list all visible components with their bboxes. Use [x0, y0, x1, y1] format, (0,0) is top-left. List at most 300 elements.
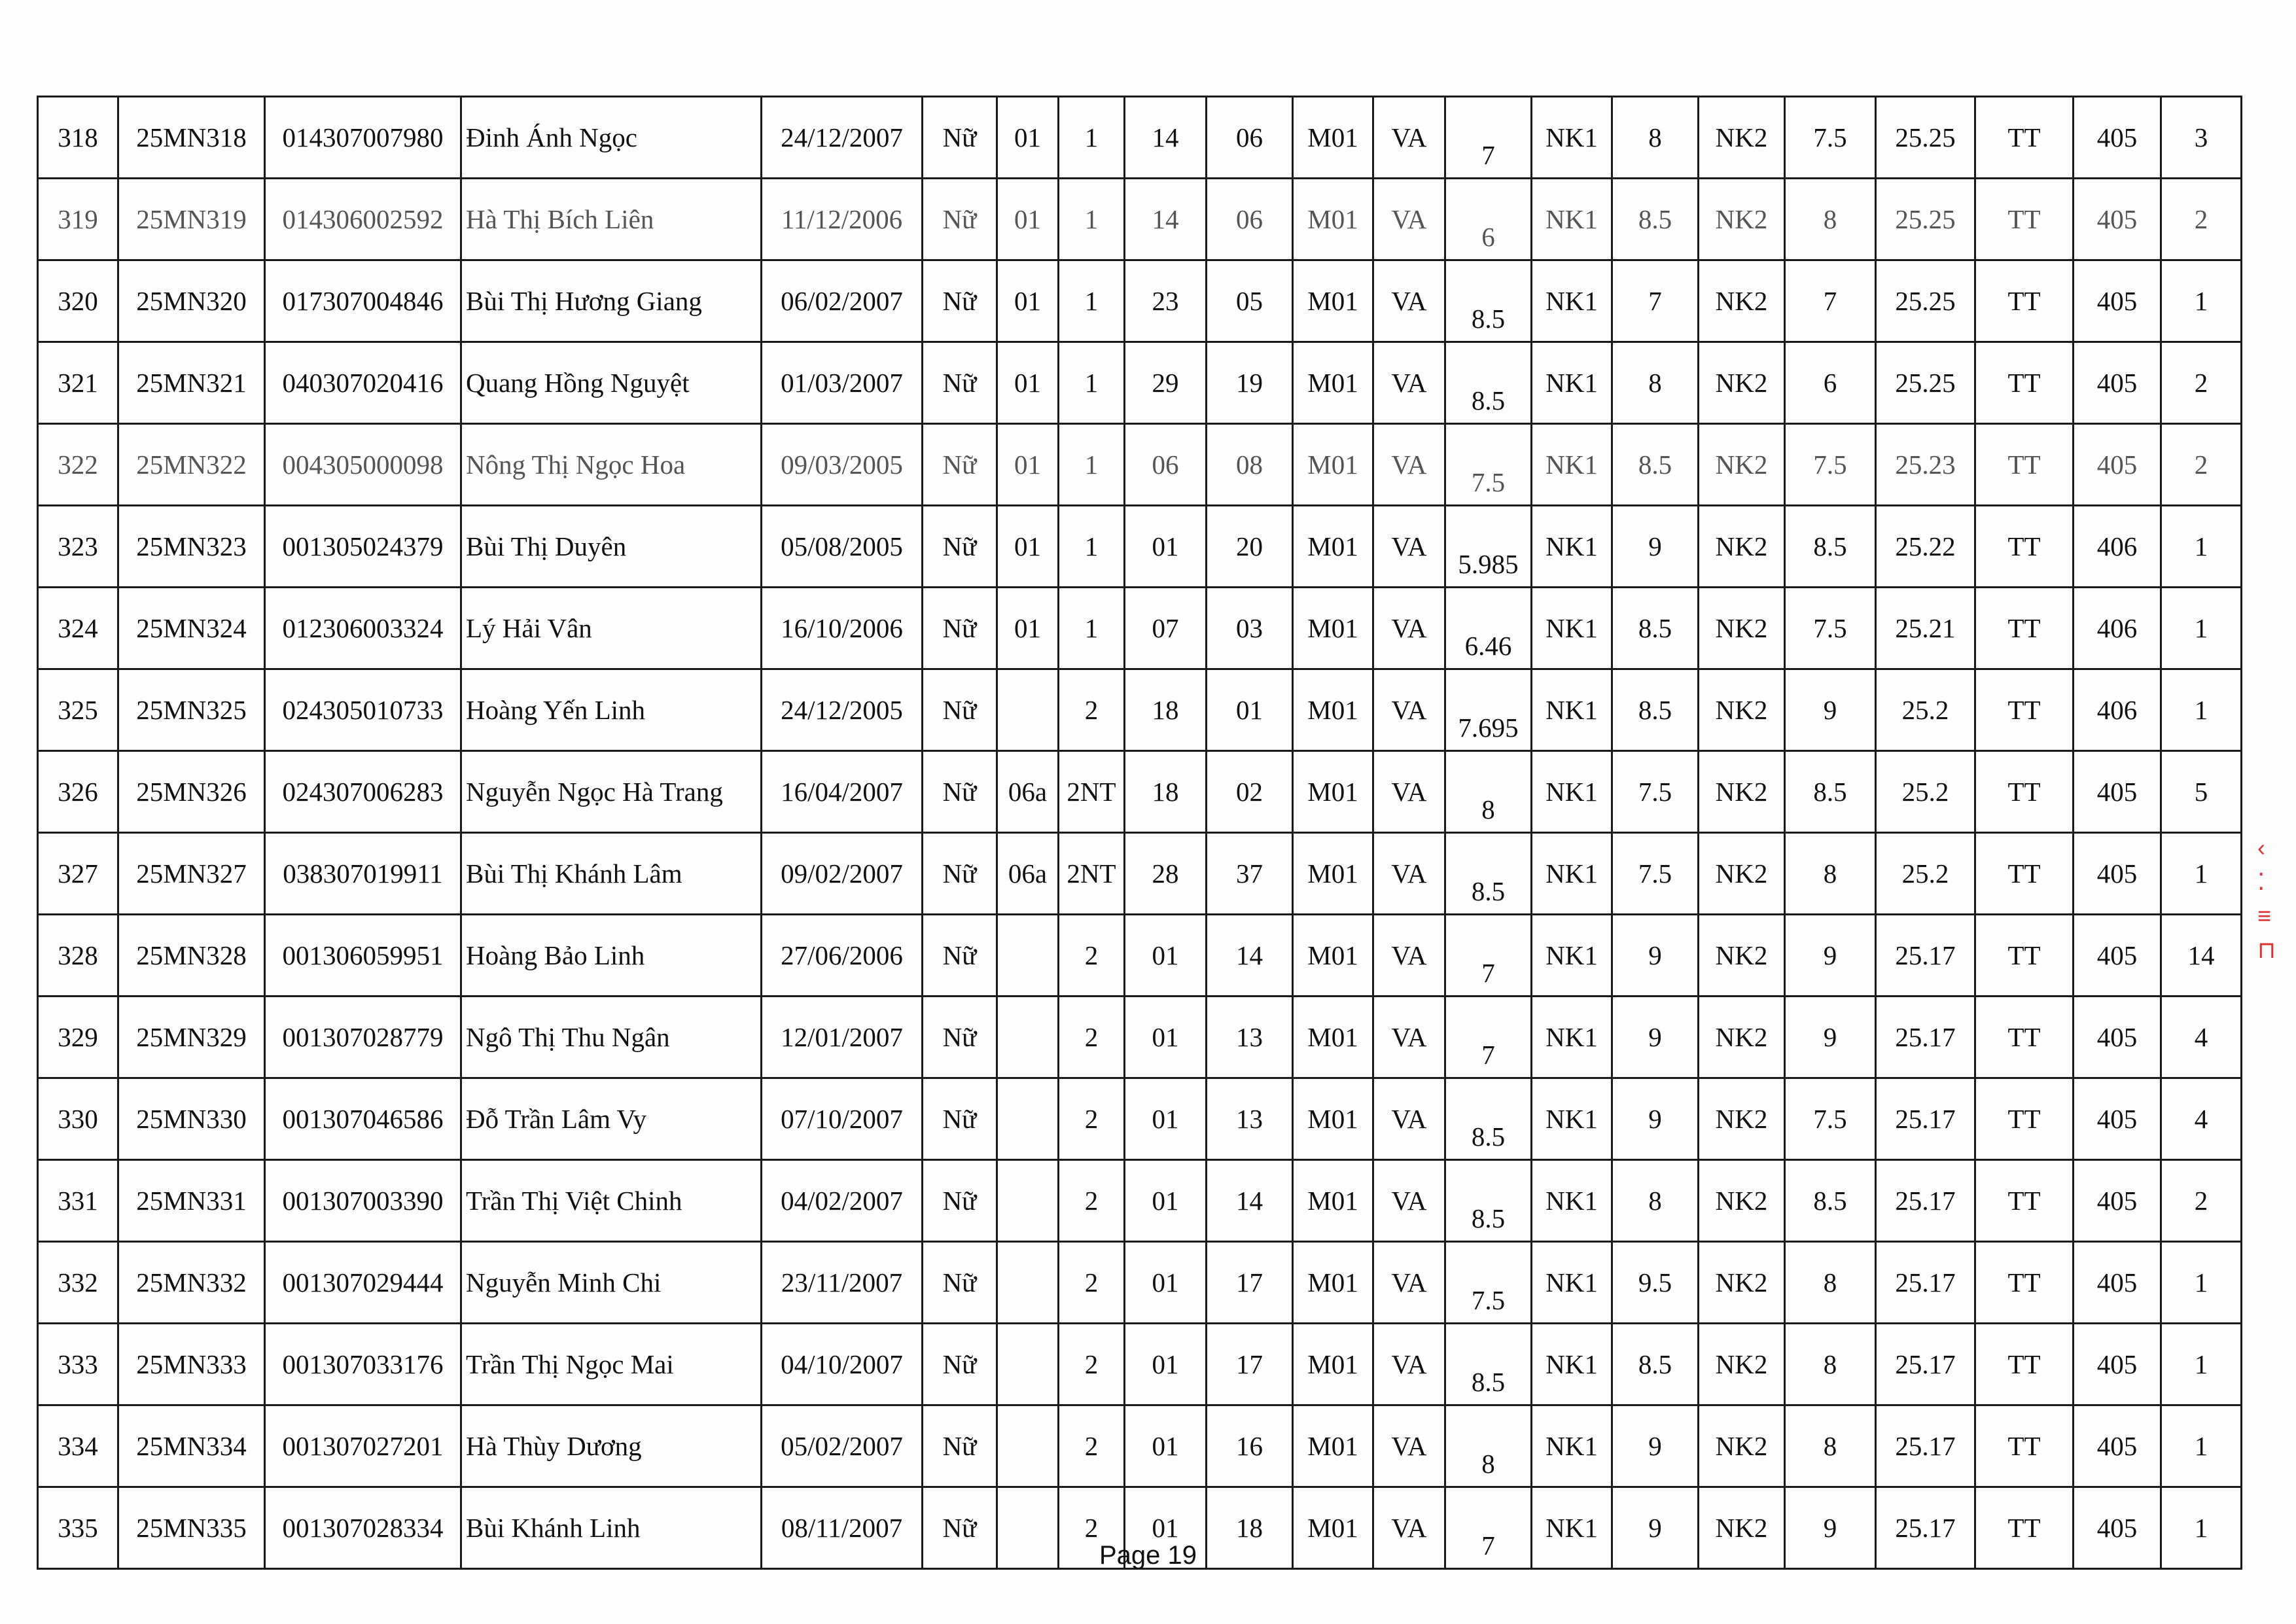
cell-birth-date: 04/02/2007	[762, 1160, 923, 1242]
cell-subject2-score: 8.5	[1612, 588, 1699, 669]
cell-subject1-code: VA	[1373, 588, 1445, 669]
cell-priority-object	[997, 1160, 1059, 1242]
cell-candidate-code: 25MN321	[118, 342, 265, 424]
cell-subject3-code: NK2	[1699, 1160, 1785, 1242]
table-row	[38, 179, 2242, 260]
cell-subject1-score: 7.5	[1445, 1242, 1532, 1324]
cell-subject3-score: 6	[1785, 342, 1876, 424]
cell-priority-area: 2	[1059, 915, 1125, 997]
cell-gender: Nữ	[923, 588, 997, 669]
cell-subject1-score: 8.5	[1445, 833, 1532, 915]
cell-subject2-code: NK1	[1532, 1242, 1612, 1324]
cell-subject2-code: NK1	[1532, 506, 1612, 588]
cell-gender: Nữ	[923, 179, 997, 260]
cell-subject3-score: 8	[1785, 1405, 1876, 1487]
cell-subject2-code: NK1	[1532, 97, 1612, 179]
cell-subject3-code: NK2	[1699, 588, 1785, 669]
cell-full-name: Trần Thị Việt Chinh	[461, 1160, 762, 1242]
cell-major-code: 405	[2074, 1160, 2161, 1242]
cell-total-score: 25.17	[1876, 1160, 1975, 1242]
cell-status: TT	[1975, 833, 2074, 915]
cell-subject3-code: NK2	[1699, 260, 1785, 342]
table-row	[38, 588, 2242, 669]
cell-id-number: 040307020416	[265, 342, 461, 424]
cell-priority-object: 01	[997, 424, 1059, 506]
cell-birth-date: 01/03/2007	[762, 342, 923, 424]
cell-priority-area: 2	[1059, 1324, 1125, 1405]
red-handwritten-mark: ‹ ⁚ ≡ ⊓	[2257, 834, 2276, 963]
cell-id-number: 014307007980	[265, 97, 461, 179]
cell-status: TT	[1975, 1487, 2074, 1569]
cell-subject2-score: 9	[1612, 915, 1699, 997]
cell-status: TT	[1975, 588, 2074, 669]
table-row	[38, 260, 2242, 342]
cell-priority-object: 01	[997, 179, 1059, 260]
cell-total-score: 25.2	[1876, 833, 1975, 915]
cell-stt: 328	[38, 915, 118, 997]
cell-id-number: 024305010733	[265, 669, 461, 751]
cell-subject1-code: VA	[1373, 1405, 1445, 1487]
cell-subject3-score: 9	[1785, 915, 1876, 997]
cell-subject2-code: NK1	[1532, 833, 1612, 915]
cell-status: TT	[1975, 1405, 2074, 1487]
cell-full-name: Bùi Thị Khánh Lâm	[461, 833, 762, 915]
cell-school-code: 13	[1207, 997, 1293, 1078]
cell-status: TT	[1975, 669, 2074, 751]
cell-major-code: 405	[2074, 1405, 2161, 1487]
cell-id-number: 001307033176	[265, 1324, 461, 1405]
cell-status: TT	[1975, 506, 2074, 588]
cell-stt: 329	[38, 997, 118, 1078]
cell-birth-date: 05/02/2007	[762, 1405, 923, 1487]
cell-stt: 330	[38, 1078, 118, 1160]
cell-major-code: 406	[2074, 506, 2161, 588]
cell-province-code: 01	[1125, 997, 1207, 1078]
cell-priority-object	[997, 1324, 1059, 1405]
cell-subject1-code: VA	[1373, 97, 1445, 179]
cell-gender: Nữ	[923, 342, 997, 424]
cell-candidate-code: 25MN332	[118, 1242, 265, 1324]
cell-subject3-code: NK2	[1699, 751, 1785, 833]
cell-subject1-code: VA	[1373, 179, 1445, 260]
cell-subject-combo: M01	[1293, 1405, 1373, 1487]
cell-wish-order: 1	[2161, 260, 2242, 342]
cell-priority-object: 01	[997, 342, 1059, 424]
cell-birth-date: 05/08/2005	[762, 506, 923, 588]
cell-subject3-code: NK2	[1699, 833, 1785, 915]
cell-priority-area: 2	[1059, 997, 1125, 1078]
cell-priority-area: 2	[1059, 669, 1125, 751]
cell-subject1-score: 7	[1445, 1487, 1532, 1569]
cell-priority-object: 06a	[997, 833, 1059, 915]
cell-subject1-code: VA	[1373, 506, 1445, 588]
cell-birth-date: 16/10/2006	[762, 588, 923, 669]
cell-subject1-code: VA	[1373, 424, 1445, 506]
cell-birth-date: 09/02/2007	[762, 833, 923, 915]
cell-birth-date: 24/12/2007	[762, 97, 923, 179]
cell-subject-combo: M01	[1293, 915, 1373, 997]
cell-subject1-score: 5.985	[1445, 506, 1532, 588]
cell-major-code: 405	[2074, 342, 2161, 424]
cell-full-name: Ngô Thị Thu Ngân	[461, 997, 762, 1078]
cell-status: TT	[1975, 1324, 2074, 1405]
cell-subject3-score: 8.5	[1785, 751, 1876, 833]
cell-gender: Nữ	[923, 506, 997, 588]
cell-subject-combo: M01	[1293, 1324, 1373, 1405]
cell-subject2-score: 7.5	[1612, 833, 1699, 915]
cell-candidate-code: 25MN318	[118, 97, 265, 179]
cell-birth-date: 27/06/2006	[762, 915, 923, 997]
cell-stt: 324	[38, 588, 118, 669]
cell-subject3-code: NK2	[1699, 1324, 1785, 1405]
cell-full-name: Bùi Khánh Linh	[461, 1487, 762, 1569]
cell-subject2-score: 8	[1612, 342, 1699, 424]
cell-subject-combo: M01	[1293, 260, 1373, 342]
cell-gender: Nữ	[923, 1160, 997, 1242]
cell-school-code: 02	[1207, 751, 1293, 833]
cell-birth-date: 08/11/2007	[762, 1487, 923, 1569]
cell-birth-date: 09/03/2005	[762, 424, 923, 506]
cell-birth-date: 12/01/2007	[762, 997, 923, 1078]
cell-school-code: 18	[1207, 1487, 1293, 1569]
cell-major-code: 405	[2074, 1324, 2161, 1405]
cell-subject3-score: 7	[1785, 260, 1876, 342]
cell-subject-combo: M01	[1293, 506, 1373, 588]
cell-wish-order: 1	[2161, 833, 2242, 915]
cell-total-score: 25.25	[1876, 179, 1975, 260]
cell-total-score: 25.17	[1876, 1242, 1975, 1324]
cell-status: TT	[1975, 1160, 2074, 1242]
cell-school-code: 17	[1207, 1242, 1293, 1324]
cell-total-score: 25.17	[1876, 1324, 1975, 1405]
cell-subject2-code: NK1	[1532, 997, 1612, 1078]
cell-subject1-code: VA	[1373, 1324, 1445, 1405]
cell-stt: 331	[38, 1160, 118, 1242]
cell-total-score: 25.17	[1876, 915, 1975, 997]
cell-subject2-code: NK1	[1532, 1487, 1612, 1569]
cell-wish-order: 4	[2161, 997, 2242, 1078]
cell-gender: Nữ	[923, 1324, 997, 1405]
cell-major-code: 405	[2074, 833, 2161, 915]
cell-priority-object: 06a	[997, 751, 1059, 833]
cell-school-code: 16	[1207, 1405, 1293, 1487]
cell-priority-object: 01	[997, 588, 1059, 669]
cell-subject1-score: 8.5	[1445, 1160, 1532, 1242]
cell-candidate-code: 25MN324	[118, 588, 265, 669]
table-row	[38, 424, 2242, 506]
cell-subject2-code: NK1	[1532, 179, 1612, 260]
cell-wish-order: 1	[2161, 1405, 2242, 1487]
cell-subject1-code: VA	[1373, 669, 1445, 751]
cell-school-code: 19	[1207, 342, 1293, 424]
cell-subject3-code: NK2	[1699, 342, 1785, 424]
cell-subject3-code: NK2	[1699, 506, 1785, 588]
cell-subject3-code: NK2	[1699, 424, 1785, 506]
cell-subject2-code: NK1	[1532, 588, 1612, 669]
cell-subject1-code: VA	[1373, 1160, 1445, 1242]
cell-subject1-score: 7	[1445, 997, 1532, 1078]
cell-subject3-score: 8.5	[1785, 1160, 1876, 1242]
cell-subject-combo: M01	[1293, 97, 1373, 179]
cell-full-name: Nông Thị Ngọc Hoa	[461, 424, 762, 506]
cell-candidate-code: 25MN327	[118, 833, 265, 915]
cell-wish-order: 2	[2161, 342, 2242, 424]
cell-subject-combo: M01	[1293, 342, 1373, 424]
cell-id-number: 038307019911	[265, 833, 461, 915]
cell-stt: 322	[38, 424, 118, 506]
cell-wish-order: 2	[2161, 424, 2242, 506]
cell-subject-combo: M01	[1293, 751, 1373, 833]
cell-total-score: 25.2	[1876, 751, 1975, 833]
cell-subject1-score: 6	[1445, 179, 1532, 260]
cell-subject1-score: 8.5	[1445, 1324, 1532, 1405]
cell-subject-combo: M01	[1293, 997, 1373, 1078]
cell-subject1-code: VA	[1373, 1242, 1445, 1324]
cell-subject1-code: VA	[1373, 1078, 1445, 1160]
cell-total-score: 25.23	[1876, 424, 1975, 506]
cell-priority-object: 01	[997, 260, 1059, 342]
cell-subject3-code: NK2	[1699, 669, 1785, 751]
cell-major-code: 405	[2074, 260, 2161, 342]
page-number: Page 19	[1099, 1541, 1197, 1570]
cell-province-code: 18	[1125, 669, 1207, 751]
cell-subject1-code: VA	[1373, 751, 1445, 833]
cell-full-name: Đỗ Trần Lâm Vy	[461, 1078, 762, 1160]
cell-subject1-score: 8	[1445, 751, 1532, 833]
cell-candidate-code: 25MN328	[118, 915, 265, 997]
cell-subject2-score: 8	[1612, 1160, 1699, 1242]
cell-subject3-code: NK2	[1699, 1487, 1785, 1569]
cell-subject1-code: VA	[1373, 915, 1445, 997]
cell-wish-order: 5	[2161, 751, 2242, 833]
cell-subject-combo: M01	[1293, 588, 1373, 669]
cell-full-name: Quang Hồng Nguyệt	[461, 342, 762, 424]
cell-major-code: 405	[2074, 97, 2161, 179]
cell-id-number: 001307003390	[265, 1160, 461, 1242]
cell-priority-area: 1	[1059, 97, 1125, 179]
cell-subject2-score: 8.5	[1612, 669, 1699, 751]
cell-subject2-score: 8.5	[1612, 424, 1699, 506]
cell-province-code: 01	[1125, 1324, 1207, 1405]
cell-priority-area: 2	[1059, 1405, 1125, 1487]
cell-school-code: 17	[1207, 1324, 1293, 1405]
cell-status: TT	[1975, 1078, 2074, 1160]
cell-id-number: 024307006283	[265, 751, 461, 833]
cell-priority-object	[997, 997, 1059, 1078]
cell-school-code: 05	[1207, 260, 1293, 342]
cell-status: TT	[1975, 997, 2074, 1078]
cell-priority-area: 1	[1059, 506, 1125, 588]
cell-wish-order: 3	[2161, 97, 2242, 179]
cell-priority-object	[997, 915, 1059, 997]
cell-province-code: 29	[1125, 342, 1207, 424]
cell-subject3-score: 7.5	[1785, 1078, 1876, 1160]
cell-subject1-score: 7.695	[1445, 669, 1532, 751]
cell-birth-date: 24/12/2005	[762, 669, 923, 751]
cell-stt: 325	[38, 669, 118, 751]
cell-id-number: 017307004846	[265, 260, 461, 342]
cell-birth-date: 16/04/2007	[762, 751, 923, 833]
cell-candidate-code: 25MN323	[118, 506, 265, 588]
cell-school-code: 01	[1207, 669, 1293, 751]
cell-priority-area: 1	[1059, 424, 1125, 506]
cell-major-code: 406	[2074, 669, 2161, 751]
table-row	[38, 997, 2242, 1078]
cell-candidate-code: 25MN326	[118, 751, 265, 833]
cell-priority-area: 1	[1059, 342, 1125, 424]
cell-total-score: 25.21	[1876, 588, 1975, 669]
cell-gender: Nữ	[923, 1078, 997, 1160]
cell-subject-combo: M01	[1293, 1242, 1373, 1324]
cell-stt: 321	[38, 342, 118, 424]
cell-subject1-score: 8.5	[1445, 1078, 1532, 1160]
cell-province-code: 01	[1125, 1405, 1207, 1487]
cell-province-code: 14	[1125, 97, 1207, 179]
cell-priority-area: 2	[1059, 1078, 1125, 1160]
cell-major-code: 406	[2074, 588, 2161, 669]
cell-status: TT	[1975, 97, 2074, 179]
cell-subject1-score: 7	[1445, 97, 1532, 179]
cell-major-code: 405	[2074, 751, 2161, 833]
cell-gender: Nữ	[923, 751, 997, 833]
cell-subject2-score: 9	[1612, 1078, 1699, 1160]
cell-province-code: 01	[1125, 506, 1207, 588]
cell-major-code: 405	[2074, 1487, 2161, 1569]
cell-subject3-score: 8	[1785, 1242, 1876, 1324]
cell-gender: Nữ	[923, 1487, 997, 1569]
cell-subject-combo: M01	[1293, 179, 1373, 260]
cell-province-code: 01	[1125, 1242, 1207, 1324]
cell-subject3-score: 7.5	[1785, 424, 1876, 506]
cell-candidate-code: 25MN325	[118, 669, 265, 751]
cell-school-code: 06	[1207, 179, 1293, 260]
cell-birth-date: 11/12/2006	[762, 179, 923, 260]
cell-province-code: 28	[1125, 833, 1207, 915]
table-row	[38, 1405, 2242, 1487]
cell-subject2-score: 7	[1612, 260, 1699, 342]
cell-candidate-code: 25MN335	[118, 1487, 265, 1569]
cell-id-number: 012306003324	[265, 588, 461, 669]
cell-subject2-code: NK1	[1532, 1405, 1612, 1487]
cell-candidate-code: 25MN319	[118, 179, 265, 260]
cell-subject3-code: NK2	[1699, 97, 1785, 179]
cell-total-score: 25.17	[1876, 1405, 1975, 1487]
cell-subject2-score: 8.5	[1612, 179, 1699, 260]
cell-school-code: 03	[1207, 588, 1293, 669]
table-row	[38, 506, 2242, 588]
cell-subject2-code: NK1	[1532, 915, 1612, 997]
cell-gender: Nữ	[923, 997, 997, 1078]
cell-stt: 333	[38, 1324, 118, 1405]
cell-subject2-code: NK1	[1532, 424, 1612, 506]
cell-total-score: 25.17	[1876, 1487, 1975, 1569]
cell-id-number: 001306059951	[265, 915, 461, 997]
cell-status: TT	[1975, 915, 2074, 997]
cell-priority-object: 01	[997, 506, 1059, 588]
table-row	[38, 751, 2242, 833]
cell-subject1-code: VA	[1373, 342, 1445, 424]
cell-subject3-score: 7.5	[1785, 97, 1876, 179]
cell-subject3-score: 8	[1785, 1324, 1876, 1405]
cell-subject2-score: 9	[1612, 1405, 1699, 1487]
cell-priority-object	[997, 1405, 1059, 1487]
cell-province-code: 01	[1125, 915, 1207, 997]
cell-full-name: Hoàng Yến Linh	[461, 669, 762, 751]
cell-priority-object	[997, 1078, 1059, 1160]
cell-subject2-code: NK1	[1532, 342, 1612, 424]
cell-id-number: 001307029444	[265, 1242, 461, 1324]
cell-subject1-code: VA	[1373, 1487, 1445, 1569]
cell-total-score: 25.25	[1876, 342, 1975, 424]
cell-subject-combo: M01	[1293, 1078, 1373, 1160]
cell-wish-order: 1	[2161, 1324, 2242, 1405]
cell-subject1-score: 7	[1445, 915, 1532, 997]
cell-stt: 334	[38, 1405, 118, 1487]
cell-subject2-code: NK1	[1532, 260, 1612, 342]
cell-subject3-code: NK2	[1699, 915, 1785, 997]
cell-major-code: 405	[2074, 1242, 2161, 1324]
cell-stt: 318	[38, 97, 118, 179]
cell-province-code: 01	[1125, 1487, 1207, 1569]
cell-wish-order: 1	[2161, 1487, 2242, 1569]
cell-wish-order: 4	[2161, 1078, 2242, 1160]
cell-status: TT	[1975, 342, 2074, 424]
cell-major-code: 405	[2074, 915, 2161, 997]
cell-subject2-score: 7.5	[1612, 751, 1699, 833]
table-row	[38, 1078, 2242, 1160]
cell-province-code: 23	[1125, 260, 1207, 342]
cell-school-code: 20	[1207, 506, 1293, 588]
cell-priority-area: 1	[1059, 179, 1125, 260]
cell-priority-object: 01	[997, 97, 1059, 179]
cell-school-code: 13	[1207, 1078, 1293, 1160]
cell-stt: 335	[38, 1487, 118, 1569]
cell-candidate-code: 25MN322	[118, 424, 265, 506]
cell-subject2-code: NK1	[1532, 751, 1612, 833]
cell-candidate-code: 25MN329	[118, 997, 265, 1078]
table-row	[38, 915, 2242, 997]
cell-priority-object	[997, 669, 1059, 751]
cell-subject3-score: 8	[1785, 833, 1876, 915]
cell-total-score: 25.17	[1876, 997, 1975, 1078]
cell-province-code: 07	[1125, 588, 1207, 669]
cell-subject-combo: M01	[1293, 669, 1373, 751]
cell-total-score: 25.22	[1876, 506, 1975, 588]
cell-wish-order: 1	[2161, 669, 2242, 751]
cell-stt: 323	[38, 506, 118, 588]
cell-subject1-score: 7.5	[1445, 424, 1532, 506]
cell-major-code: 405	[2074, 997, 2161, 1078]
cell-subject2-score: 9.5	[1612, 1242, 1699, 1324]
table-row	[38, 669, 2242, 751]
cell-priority-object	[997, 1242, 1059, 1324]
table-row	[38, 97, 2242, 179]
cell-wish-order: 1	[2161, 506, 2242, 588]
cell-total-score: 25.17	[1876, 1078, 1975, 1160]
cell-subject3-code: NK2	[1699, 997, 1785, 1078]
cell-birth-date: 23/11/2007	[762, 1242, 923, 1324]
cell-wish-order: 2	[2161, 179, 2242, 260]
cell-subject2-code: NK1	[1532, 1160, 1612, 1242]
cell-full-name: Trần Thị Ngọc Mai	[461, 1324, 762, 1405]
cell-id-number: 001307027201	[265, 1405, 461, 1487]
cell-full-name: Hà Thùy Dương	[461, 1405, 762, 1487]
cell-stt: 332	[38, 1242, 118, 1324]
cell-subject3-score: 8.5	[1785, 506, 1876, 588]
cell-candidate-code: 25MN333	[118, 1324, 265, 1405]
cell-subject2-score: 8	[1612, 97, 1699, 179]
cell-subject1-code: VA	[1373, 997, 1445, 1078]
